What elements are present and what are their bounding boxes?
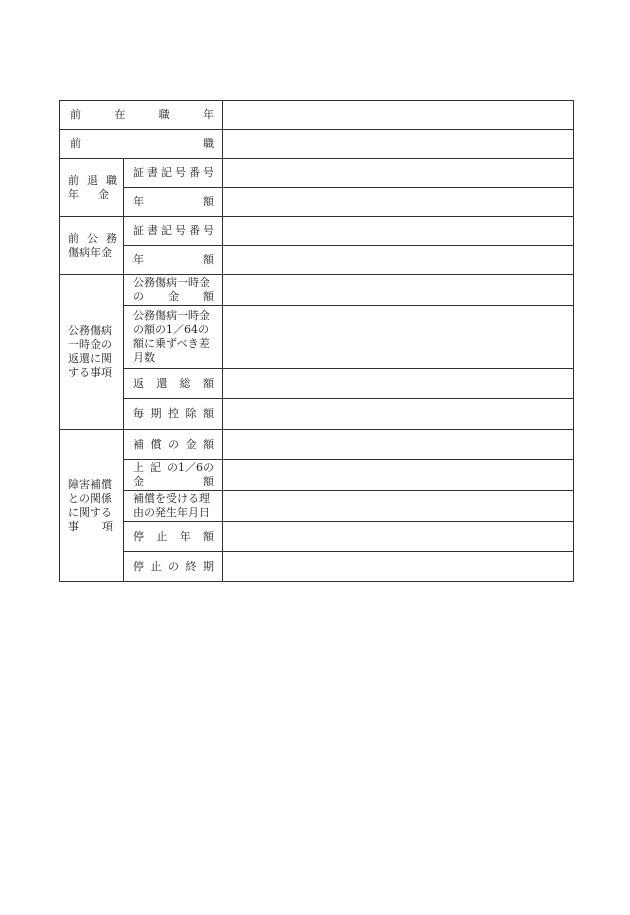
field-annual-1[interactable] [223, 188, 574, 217]
group-duty-pension [60, 217, 124, 275]
group-compensation-line1: 障害補償 [68, 477, 112, 491]
label-comp-reason-line1: 補償を受ける理 [133, 492, 210, 505]
group-retire-pension [60, 159, 124, 217]
label-comp-sixth-line2: 金 額 [133, 475, 214, 488]
label-annual-1-text: 年 額 [133, 195, 214, 208]
field-cert-no-1[interactable] [223, 159, 574, 188]
group-compensation-line3: に関する [68, 505, 112, 519]
label-stop-annual [124, 522, 223, 552]
field-repay-total[interactable] [223, 369, 574, 399]
label-comp-sixth-line1: 上 記 の1／6の [133, 461, 214, 474]
label-comp-amount [124, 430, 223, 460]
label-lump-diff [124, 306, 223, 369]
label-cert-no-1 [124, 159, 223, 188]
group-compensation [60, 430, 124, 582]
group-duty-pension-line1: 前 公 務 [68, 231, 117, 245]
group-duty-pension-line2: 傷病年金 [68, 245, 112, 259]
label-cert-no-2-text: 証 書 記 号 番 号 [133, 224, 214, 237]
label-lump-amount [124, 275, 223, 306]
field-comp-reason[interactable] [223, 491, 574, 522]
label-annual-2 [124, 246, 223, 275]
field-cert-no-2[interactable] [223, 217, 574, 246]
label-repay-total-text: 返 還 総 額 [133, 376, 214, 390]
label-comp-amount-text: 補 償 の 金 額 [133, 437, 214, 451]
label-cert-no-1-text: 証 書 記 号 番 号 [133, 166, 214, 179]
label-repay-total [124, 369, 223, 399]
label-comp-reason [124, 491, 223, 522]
field-comp-sixth[interactable] [223, 460, 574, 491]
label-comp-reason-line2: 由の発生年月日 [133, 506, 210, 519]
group-compensation-line4: 事 項 [68, 519, 113, 533]
field-prev-post[interactable] [223, 130, 574, 159]
field-comp-amount[interactable] [223, 430, 574, 460]
group-lump-sum-line1: 公務傷病 [68, 324, 112, 337]
label-stop-end-text: 停 止 の 終 期 [133, 559, 214, 573]
group-retire-pension-line1: 前 退 職 [68, 173, 117, 187]
label-comp-sixth [124, 460, 223, 491]
group-lump-sum-line4: する事項 [68, 366, 112, 379]
label-cert-no-2 [124, 217, 223, 246]
label-annual-1 [124, 188, 223, 217]
field-deduct-each[interactable] [223, 399, 574, 430]
field-annual-2[interactable] [223, 246, 574, 275]
label-prev-years [60, 101, 223, 130]
field-stop-end[interactable] [223, 552, 574, 582]
group-lump-sum [60, 275, 124, 430]
label-lump-diff-line3: 額に乗ずべき差 [133, 337, 210, 350]
group-compensation-line2: との関係 [68, 491, 112, 505]
label-prev-post-text: 前 職 [70, 137, 214, 150]
form-table [59, 100, 574, 582]
label-deduct-each [124, 399, 223, 430]
label-lump-diff-line2: の額の1／64の [133, 323, 209, 336]
label-prev-years-text: 前 在 職 年 [70, 108, 214, 121]
label-lump-amount-line2: の 金 額 [133, 290, 214, 303]
group-retire-pension-line2: 年 金 [68, 187, 109, 201]
label-lump-amount-line1: 公務傷病一時金 [133, 276, 210, 289]
label-stop-end [124, 552, 223, 582]
field-lump-diff[interactable] [223, 306, 574, 369]
label-stop-annual-text: 停 止 年 額 [133, 529, 214, 543]
group-lump-sum-line3: 返還に関 [68, 352, 112, 365]
label-deduct-each-text: 毎 期 控 除 額 [133, 407, 214, 420]
field-lump-amount[interactable] [223, 275, 574, 306]
field-stop-annual[interactable] [223, 522, 574, 552]
label-lump-diff-line4: 月数 [133, 351, 155, 364]
label-lump-diff-line1: 公務傷病一時金 [133, 309, 210, 322]
field-prev-years[interactable] [223, 101, 574, 130]
label-annual-2-text: 年 額 [133, 253, 214, 266]
label-prev-post [60, 130, 223, 159]
group-lump-sum-line2: 一時金の [68, 338, 112, 351]
